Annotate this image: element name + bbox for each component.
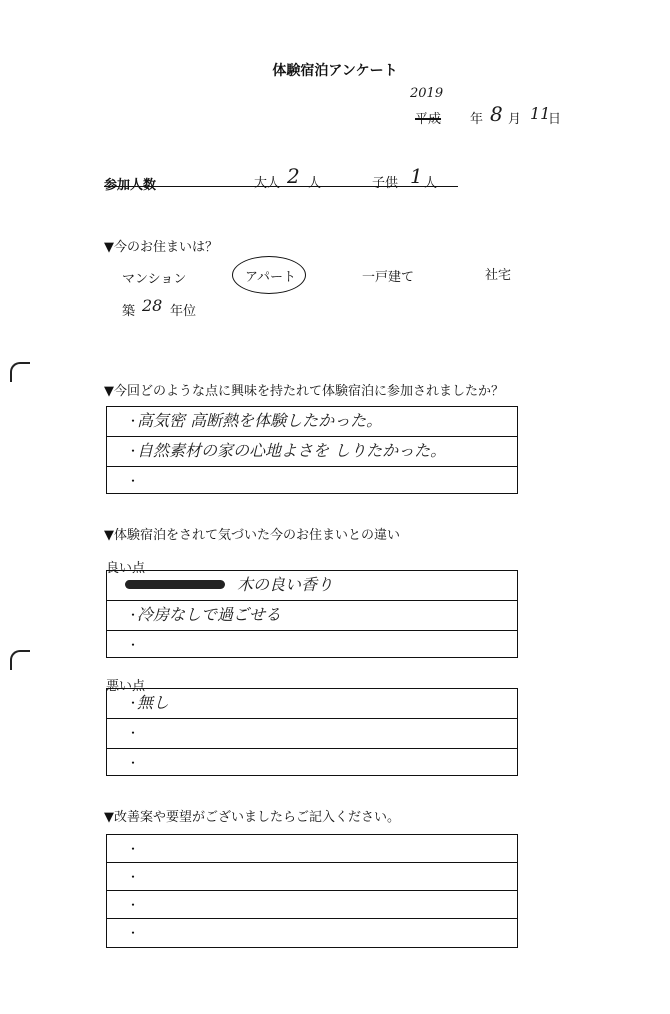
- date-month: 8: [490, 102, 503, 126]
- q4-heading: ▼改善案や要望がございましたらご記入ください。: [104, 810, 400, 825]
- bullet: ・: [127, 414, 140, 428]
- q2-row: [107, 467, 517, 495]
- bullet: ・: [127, 726, 140, 740]
- good-row: [107, 601, 517, 631]
- punch-hole-bottom: [10, 650, 30, 670]
- q1-age-prefix: 築: [122, 304, 136, 319]
- bullet: ・: [127, 474, 140, 488]
- bullet: ・: [127, 608, 140, 622]
- scribbled-out-text: [125, 580, 225, 589]
- q2-answer-box: [106, 406, 518, 494]
- q1-option-house: 一戸建て: [362, 270, 415, 285]
- adult-label: 大人: [254, 176, 281, 191]
- bullet: ・: [127, 926, 140, 940]
- good-row: [107, 571, 517, 601]
- good-row: [107, 631, 517, 659]
- bullet: ・: [127, 842, 140, 856]
- q4-answer-box: [106, 834, 518, 948]
- bullet: ・: [127, 696, 140, 710]
- q1-heading: ▼今のお住まいは？: [104, 240, 218, 255]
- adult-count: 2: [287, 164, 300, 188]
- survey-title: 体験宿泊アンケート: [272, 63, 398, 79]
- punch-hole-top: [10, 362, 30, 382]
- child-count: 1: [410, 164, 423, 188]
- bad-row: [107, 749, 517, 777]
- date-year-handwritten: 2019: [410, 86, 444, 101]
- date-era-struck: 平成: [415, 112, 442, 127]
- bullet: ・: [127, 638, 140, 652]
- bullet: ・: [127, 870, 140, 884]
- date-day-suffix: 日: [548, 112, 562, 127]
- child-label: 子供: [372, 176, 399, 191]
- q1-option-mansion: マンション: [122, 272, 187, 287]
- q2-answer-2: 自然素材の家の心地よさを しりたかった。: [137, 441, 447, 460]
- good-points-box: [106, 570, 518, 658]
- q3-heading: ▼体験宿泊をされて気づいた今のお住まいとの違い: [104, 528, 400, 543]
- good-points-label: 良い点: [106, 561, 146, 576]
- bad-points-box: [106, 688, 518, 776]
- q4-row: [107, 919, 517, 947]
- q2-row: [107, 437, 517, 467]
- bullet: ・: [127, 444, 140, 458]
- participants-label: 参加人数: [104, 178, 157, 193]
- good-answer-1: 木の良い香り: [237, 575, 334, 594]
- date-year-suffix: 年: [470, 112, 484, 127]
- bad-row: [107, 689, 517, 719]
- q2-row: [107, 407, 517, 437]
- child-unit: 人: [424, 176, 438, 191]
- bad-points-label: 悪い点: [106, 679, 146, 694]
- q1-option-company-housing: 社宅: [485, 268, 512, 283]
- q1-age-value: 28: [142, 296, 163, 315]
- q1-age-suffix: 年位: [170, 304, 197, 319]
- good-answer-2: 冷房なしで過ごせる: [137, 605, 282, 624]
- q2-heading: ▼今回どのような点に興味を持たれて体験宿泊に参加されましたか？: [104, 384, 504, 399]
- bad-answer-1: 無し: [137, 693, 170, 712]
- q1-option-apartment: アパート: [245, 270, 296, 285]
- bullet: ・: [127, 756, 140, 770]
- date-day: 11: [530, 104, 551, 123]
- participants-line: [104, 186, 458, 187]
- adult-unit: 人: [308, 176, 322, 191]
- q4-row: [107, 891, 517, 919]
- q4-row: [107, 835, 517, 863]
- bullet: ・: [127, 898, 140, 912]
- bad-row: [107, 719, 517, 749]
- date-month-suffix: 月: [508, 112, 522, 127]
- q4-row: [107, 863, 517, 891]
- q2-answer-1: 高気密 高断熱を体験したかった。: [137, 411, 383, 430]
